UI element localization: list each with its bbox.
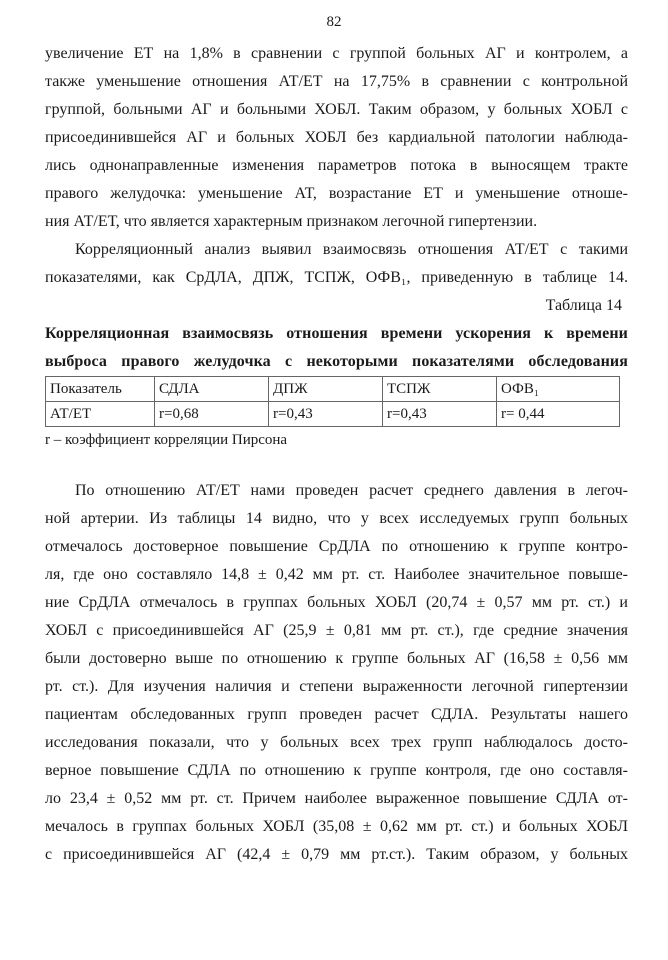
table-cell: r=0,68 (155, 402, 269, 427)
text-line: верное повышение СДЛА по отношению к группе контроля, где оно составля- (45, 762, 628, 779)
table-header-cell: ОФВ₁ (497, 377, 620, 402)
document-body (45, 40, 628, 869)
text-line: исследования показали, что у больных всех трех групп наблюдалось досто- (45, 734, 628, 751)
text-line: рт. ст.). Для изучения наличия и степени выраженности легочной гипертензии (45, 678, 628, 695)
table-row (46, 402, 620, 427)
text-line: увеличение ЕТ на 1,8% в сравнении с группой больных АГ и контролем, а (45, 45, 628, 62)
text-line: По отношению АТ/ЕТ нами проведен расчет среднего давления в легоч- (75, 482, 628, 499)
text-line: пациентам обследованных групп проведен расчет СДЛА. Результаты нашего (45, 706, 628, 723)
table-header-cell: ДПЖ (269, 377, 383, 402)
text-line: были достоверно выше по отношению к группе больных АГ (16,58 ± 0,56 мм (45, 650, 628, 667)
paragraph-correlation (45, 236, 628, 292)
table-cell: r=0,43 (269, 402, 383, 427)
text-line: отмечалось достоверное повышение СрДЛА по отношению к группе контро- (45, 538, 628, 555)
text-line: ния АТ/ЕТ, что является характерным признаком легочной гипертензии. (45, 213, 538, 230)
text-line: лись однонаправленные изменения параметров потока в выносящем тракте (45, 157, 628, 174)
text-line: также уменьшение отношения АТ/ЕТ на 17,75% в сравнении с контрольной (45, 73, 628, 90)
table-header-row (46, 377, 620, 402)
table-cell: АТ/ЕТ (46, 402, 155, 427)
table-header-cell: СДЛА (155, 377, 269, 402)
text-line: правого желудочка: уменьшение АТ, возрастание ЕТ и уменьшение отноше- (45, 185, 628, 202)
table-title-line: Корреляционная взаимосвязь отношения времени ускорения к времени (45, 325, 628, 342)
page-number: 82 (326, 14, 342, 30)
text-line: с присоединившейся АГ (42,4 ± 0,79 мм рт.ст.). Таким образом, у больных (45, 846, 628, 863)
table-title-line: выброса правого желудочка с некоторыми показателями обследования (45, 353, 628, 370)
text-line: Корреляционный анализ выявил взаимосвязь отношения АТ/ЕТ с такими (75, 241, 628, 258)
paragraph-pressure-analysis (45, 477, 628, 869)
table-header-cell: Показатель (46, 377, 155, 402)
table-footnote: r – коэффициент корреляции Пирсона (45, 432, 288, 448)
text-line: мечалось в группах больных ХОБЛ (35,08 ± 0,62 мм рт. ст.) и больных ХОБЛ (45, 818, 628, 835)
text-line: ля, где оно составляло 14,8 ± 0,42 мм рт. ст. Наиболее значительное повыше- (45, 566, 628, 583)
table-cell: r=0,43 (383, 402, 497, 427)
text-line: показателями, как СрДЛА, ДПЖ, ТСПЖ, ОФВ₁, приведенную в таблице 14. (45, 269, 628, 286)
paragraph-ratio-changes (45, 40, 628, 236)
text-line: ной артерии. Из таблицы 14 видно, что у всех исследуемых групп больных (45, 510, 628, 527)
table-caption: Таблица 14 (545, 297, 622, 314)
table-header-cell: ТСПЖ (383, 377, 497, 402)
text-line: присоединившейся АГ и больных ХОБЛ без кардиальной патологии наблюда- (45, 129, 628, 146)
text-line: группой, больными АГ и больными ХОБЛ. Таким образом, у больных ХОБЛ с (45, 101, 628, 118)
table-cell: r= 0,44 (497, 402, 620, 427)
text-line: ХОБЛ с присоединившейся АГ (25,9 ± 0,81 мм рт. ст.), где средние значения (45, 622, 628, 639)
correlation-table (45, 376, 620, 427)
text-line: ло 23,4 ± 0,52 мм рт. ст. Причем наиболее выраженное повышение СДЛА от- (45, 790, 628, 807)
text-line: ние СрДЛА отмечалось в группах больных ХОБЛ (20,74 ± 0,57 мм рт. ст.) и (45, 594, 628, 611)
